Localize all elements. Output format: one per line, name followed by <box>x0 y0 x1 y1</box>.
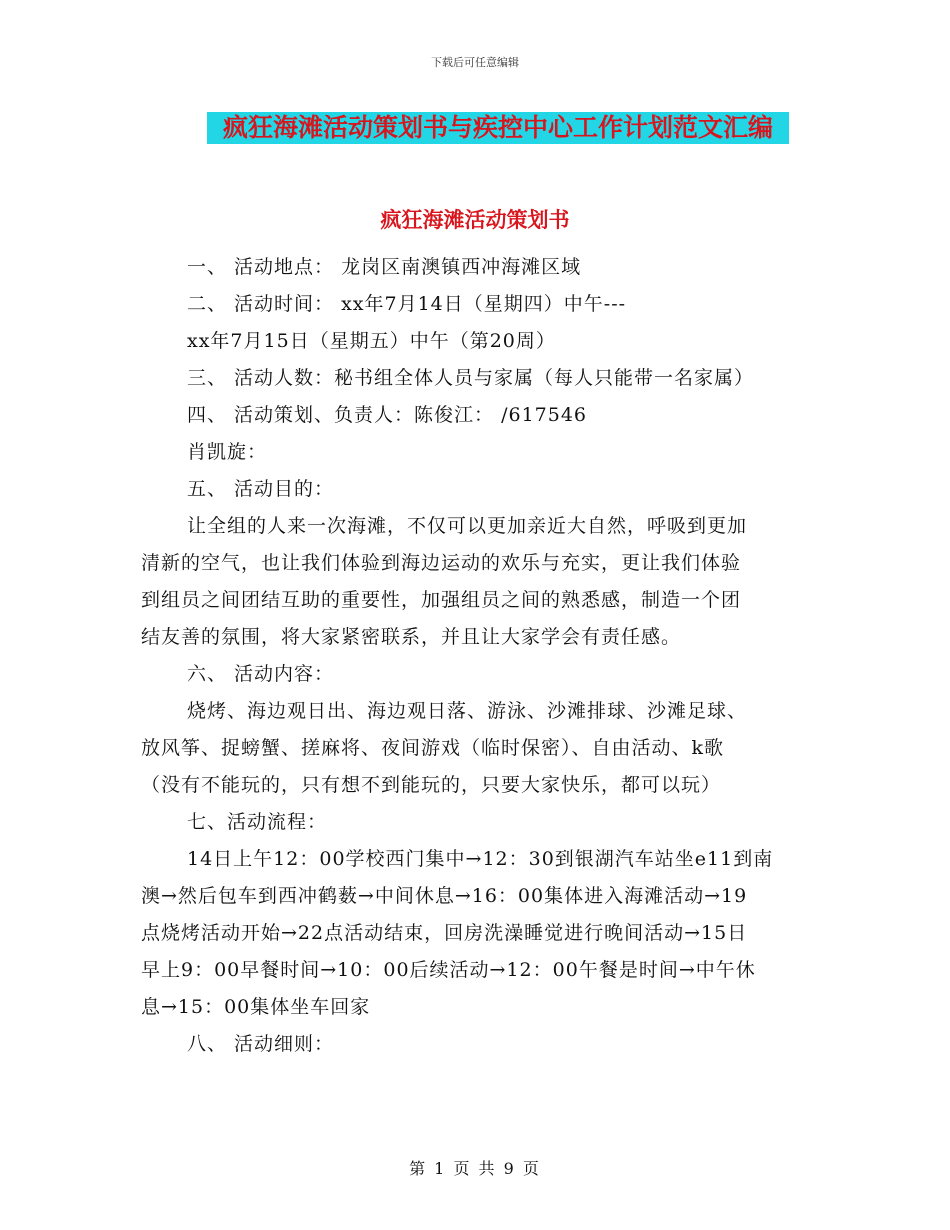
body-line: 六、 活动内容： <box>187 663 335 685</box>
body-line: 二、 活动时间： xx年7月14日（星期四）中午--- <box>187 293 627 315</box>
body-line: 点烧烤活动开始→22点活动结束，回房洗澡睡觉进行晚间活动→15日 <box>141 922 748 944</box>
body-line: 一、 活动地点： 龙岗区南澳镇西冲海滩区域 <box>187 256 582 278</box>
document-title: 疯狂海滩活动策划书与疾控中心工作计划范文汇编 <box>207 112 789 144</box>
body-line: 三、 活动人数：秘书组全体人员与家属（每人只能带一名家属） <box>187 367 755 389</box>
section-title: 疯狂海滩活动策划书 <box>380 207 570 232</box>
body-line: xx年7月15日（星期五）中午（第20周） <box>187 330 556 352</box>
page-header: 下载后可任意编辑 <box>431 56 519 69</box>
body-line: 四、 活动策划、负责人：陈俊江： /617546 <box>187 404 588 426</box>
body-line: 肖凯旋： <box>187 441 268 463</box>
body-line: 早上9：00早餐时间→10：00后续活动→12：00午餐是时间→中午休 <box>141 959 756 981</box>
body-line: 让全组的人来一次海滩，不仅可以更加亲近大自然，呼吸到更加 <box>187 515 748 537</box>
body-line: 14日上午12：00学校西门集中→12：30到银湖汽车站坐e11到南 <box>187 848 774 870</box>
body-line: 到组员之间团结互助的重要性，加强组员之间的熟悉感，制造一个团 <box>141 589 742 611</box>
body-line: 五、 活动目的： <box>187 478 335 500</box>
body-line: （没有不能玩的，只有想不到能玩的，只要大家快乐，都可以玩） <box>141 774 722 796</box>
body-line: 烧烤、海边观日出、海边观日落、游泳、沙滩排球、沙滩足球、 <box>187 700 748 722</box>
body-line: 息→15：00集体坐车回家 <box>141 996 371 1018</box>
body-line: 结友善的氛围，将大家紧密联系，并且让大家学会有责任感。 <box>141 626 682 648</box>
body-line: 七、活动流程： <box>187 811 328 833</box>
body-line: 清新的空气，也让我们体验到海边运动的欢乐与充实，更让我们体验 <box>141 552 742 574</box>
body-line: 放风筝、捉螃蟹、搓麻将、夜间游戏（临时保密）、自由活动、k歌 <box>141 737 725 759</box>
body-line: 澳→然后包车到西冲鹤薮→中间休息→16：00集体进入海滩活动→19 <box>141 885 748 907</box>
body-line: 八、 活动细则： <box>187 1033 335 1055</box>
page-footer: 第 1 页 共 9 页 <box>409 1159 541 1178</box>
